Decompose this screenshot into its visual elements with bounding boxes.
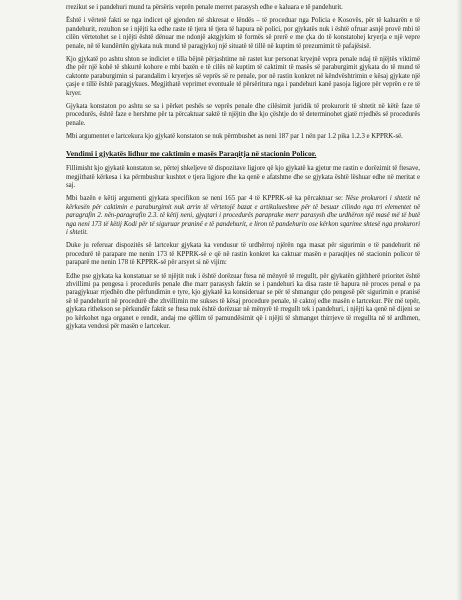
document-body bbox=[66, 4, 420, 336]
paragraph: Fillimisht kjo gjykatë konstaton se, përtej shkeljeve të dispozitave ligjore që kjo gjykatë ka gjetur me rastin e dorëzimit të ftesave, megjithatë kërkesa i ka përmbushur kushtet e tjera ligjore dhe ka qenë e afatshme dhe se gjykata është lëshuar edhe në meritat e saj. bbox=[66, 165, 420, 189]
paragraph: Edhe pse gjykata ka konstatuar se të njëjtit nuk i është dorëzuar ftesa në mënyrë të rregullt, për gjykatën gjithherë prioritet është zhvillimi pa pengesa i procedurës penale dhe marr parasysh faktin se i pandehuri ka disa raste të hapura në proces penal e pa paragjykuar rrjedhën dhe përfundimin e tyre, kjo gjykatë ka konsideruar se për të shmangur çdo pengesë për sigurimin e pranisë së të pandehurit në procedurë dhe zhvillimin me sukses të kësaj procedure penale, të caktoj edhe masën e lartcekur. Për më tepër, gjykata rithekson se përkundër faktit se ftesa nuk është dorëzuar në mënyrë të rregullt tek i pandehuri, i njëjti ka qenë në dijeni se po kërkohet nga organet e rendit, andaj me qëllim të pamundësimit që i njëjti të shmanget thirrjeve të rregullta në të ardhmen, gjykata vendosi për masën e lartcekur. bbox=[66, 272, 420, 330]
paragraph: Është i vërtetë fakti se nga indicet që gjenden në shkresat e lëndës – të proceduar nga Policia e Kosovës, për të kaluarën e të pandehurit, rezulton se i njëjti ka edhe raste të tjera të tjera të hapura në polici, por gjykatës nuk i është ofruar asnjë provë mbi të cilën vërtetohet se i njëjti është dënuar me ndonjë aktgjykim të formës së prerë e me çka do të konstatohej kryerja e një vepre penale, në të kundërtën gjykata nuk mund të paragjykoj një situatë të tillë në kuptim të prezumimit të pafajësisë. bbox=[66, 17, 420, 50]
paragraph: Mbi bazën e këtij argumenti gjykata specifikon se neni 165 par 4 të KPPRK-së ka përcaktuar se: Nëse prokurori i shtetit në kërkesën për caktimin e paraburgimit nuk arrin të vërtetojë bazat e artikulueshme për të besuar cilindo nga tri elementet në paragrafin 2. nën-paragrafin 2.3. të këtij neni, gjyqtari i procedurës paraprake merr parasysh dhe urdhëron një masë më të butë nga neni 173 të këtij Kodi për të siguruar praninë e të pandehurit, e liron të pandehurin ose kërkon sqarime shtesë nga prokurori i shtetit. bbox=[66, 195, 420, 236]
paragraph: Kjo gjykatë po ashtu shton se indiciet e tilla bëjnë përjashtime në rastet kur personat kryejnë vepra penale ndaj të njëjtës viktimë dhe për një kohë të shkurtë kohore e mbi bazën e të cilës në kuptim të caktimit të masës së paraburgimit gjykata do të mund të caktonte paraburgimin si parandalim i kryerjes së veprës së re penale, por në rastin konkret në këndvështrimin e kësaj gjykate një çasje e tillë është paragjykues. Megjithatë veprimet eventuale të përsëritura nga i pandehuri kanë pasoja ligjore për veprën e re të kryer. bbox=[66, 56, 420, 97]
paragraph: Duke ju referuar dispozitës së lartcekur gjykata ka vendusur të urdhërroj njërën nga masat për sigurimin e të pandehurit në procedurë të parapare me nenin 173 të KPPRK-së e që në rastin konkret ka caktuar masën e paraqitjes në stacionin policor të paraparë me nenin 178 të KPPRK-së për arsyet si në vijim: bbox=[66, 242, 420, 267]
statute-quote: Nëse prokurori i shtetit në kërkesën për caktimin e paraburgimit nuk arrin të vërtetojë bazat e artikulueshme për të besuar cilindo nga tri elementet në paragrafin 2. nën-paragrafin 2.3. të këtij neni, gjyqtari i procedurës paraprake merr parasysh dhe urdhëron një masë më të butë nga neni 173 të këtij Kodi për të siguruar praninë e të pandehurit, e liron të pandehurin ose kërkon sqarime shtesë nga prokurori i shtetit. bbox=[66, 195, 420, 236]
section-heading: Vendimi i gjykatës lidhur me caktimin e masës Paraqitja në stacionin Policor. bbox=[66, 148, 317, 158]
paragraph: Mbi argumentet e lartcekura kjo gjykatë konstaton se nuk përmbushet as neni 187 par 1 nën par 1.2 pika 1.2.3 e KPPRK-së. bbox=[66, 133, 403, 141]
page-edge-shadow bbox=[456, 0, 462, 600]
paragraph: Gjykata konstaton po ashtu se sa i përket peshës se veprës penale dhe cilësimit juridik të prokurorit të shtetit në këtë faze të procedurës, është faze e hershme për ta përcaktuar saktë të njëjtin dhe kjo çështje do të determinohet gjatë rrjedhës së procedurës penale. bbox=[66, 103, 420, 127]
paragraph: rrezikut se i pandehuri mund ta përsëris veprën penale merret parasysh edhe e kaluara e të pandehurit. bbox=[66, 4, 343, 11]
